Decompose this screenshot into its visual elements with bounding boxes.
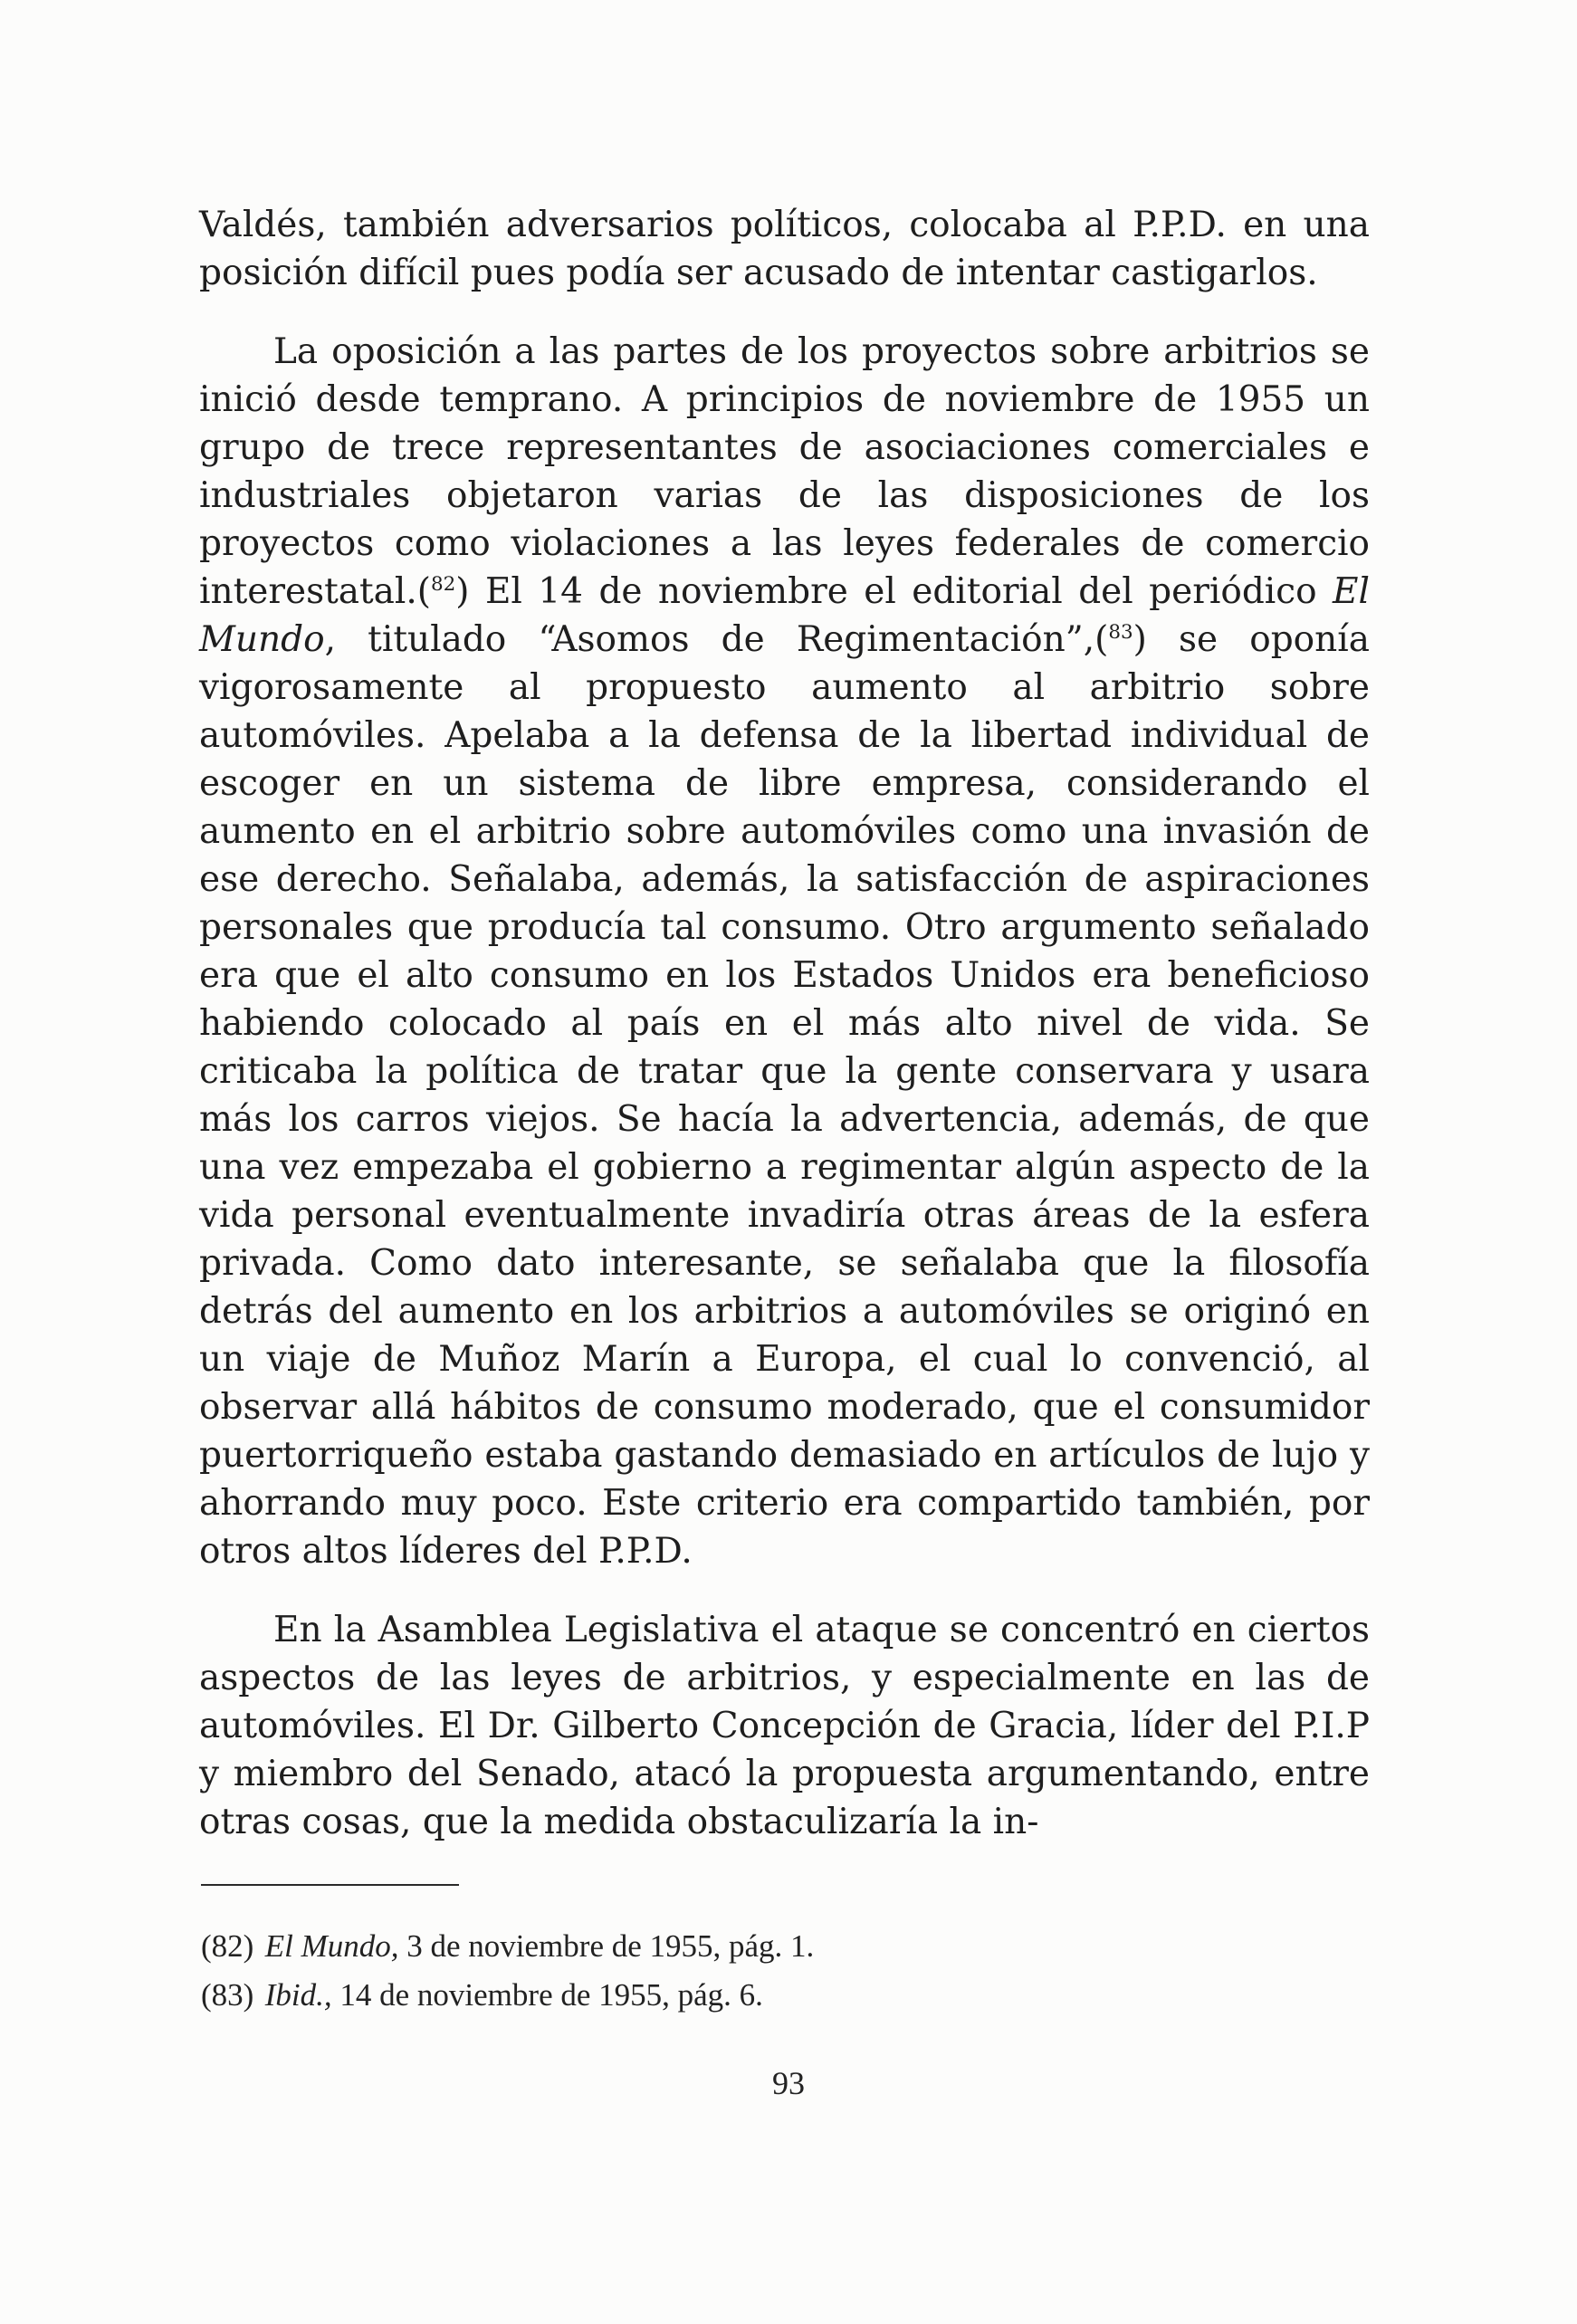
footnote-number: (83) [201, 1977, 254, 2013]
body-text [199, 201, 1370, 1846]
paragraph-2-part-3: , titulado “Asomos de Regimentación”,( [324, 619, 1109, 660]
footnote-number: (82) [201, 1928, 254, 1964]
footnote-83 [201, 1971, 1106, 2020]
newspaper-title: El Mundo [199, 571, 1370, 660]
footnote-source: Ibid., [264, 1977, 332, 2013]
paragraph-3-text: En la Asamblea Legislativa el ataque se concentró en ciertos aspectos de las leyes de arbitrios, y especialmente en las de automóviles. El Dr. Gilberto Concepción de Gracia, líder del P.I.P y miembro del Senado, atacó la propuesta argumentando, entre otras cosas, que la medida obstaculizaría la in- [199, 1610, 1370, 1842]
page-number: 93 [772, 2065, 805, 2101]
paragraph-1-text: Valdés, también adversarios políticos, colocaba al P.P.D. en una posición difícil pues podía ser acusado de intentar castigarlos. [199, 205, 1370, 293]
paragraph-opposition [199, 328, 1370, 1575]
footnote-detail: 3 de noviembre de 1955, pág. 1. [398, 1928, 815, 1964]
paragraph-legislative [199, 1606, 1370, 1846]
footnote-detail: 14 de noviembre de 1955, pág. 6. [331, 1977, 763, 2013]
paragraph-2-part-2: ) El 14 de noviembre el editorial del periódico [455, 571, 1333, 612]
paragraph-2-part-1: La oposición a las partes de los proyectos sobre arbitrios se inició desde temprano. A principios de noviembre de 1955 un grupo de trece representantes de asociaciones comerciales e industriales objetaron varias de las disposiciones de los proyectos como violaciones a las leyes federales de comercio interestatal.( [199, 331, 1370, 612]
footnote-ref-82: 82 [431, 573, 456, 596]
footnotes [201, 1922, 1106, 2020]
footnote-82 [201, 1922, 1106, 1971]
footnote-ref-83: 83 [1108, 621, 1133, 644]
paragraph-2-part-4: ) se oponía vigorosamente al propuesto aumento al arbitrio sobre automóviles. Apelaba a la defensa de la libertad individual de escoger en un sistema de libre empresa, considerando el aumento en el arbitrio sobre automóviles como una invasión de ese derecho. Señalaba, además, la satisfacción de aspiraciones personales que producía tal consumo. Otro argumento señalado era que el alto consumo en los Estados Unidos era beneficioso habiendo colocado al país en el más alto nivel de vida. Se criticaba la política de tratar que la gente conservara y usara más los carros viejos. Se hacía la advertencia, además, de que una vez empezaba el gobierno a regimentar algún aspecto de la vida personal eventualmente invadiría otras áreas de la esfera privada. Como dato interesante, se señalaba que la filosofía detrás del aumento en los arbitrios a automóviles se originó en un viaje de Muñoz Marín a Europa, el cual lo convenció, al observar allá hábitos de consumo moderado, que el consumidor puertorriqueño estaba gastando demasiado en artículos de lujo y ahorrando muy poco. Este criterio era compartido también, por otros altos líderes del P.P.D. [199, 619, 1370, 1572]
footnote-source: El Mundo, [264, 1928, 399, 1964]
paragraph-continuation [199, 201, 1370, 297]
footnote-divider [201, 1884, 459, 1886]
